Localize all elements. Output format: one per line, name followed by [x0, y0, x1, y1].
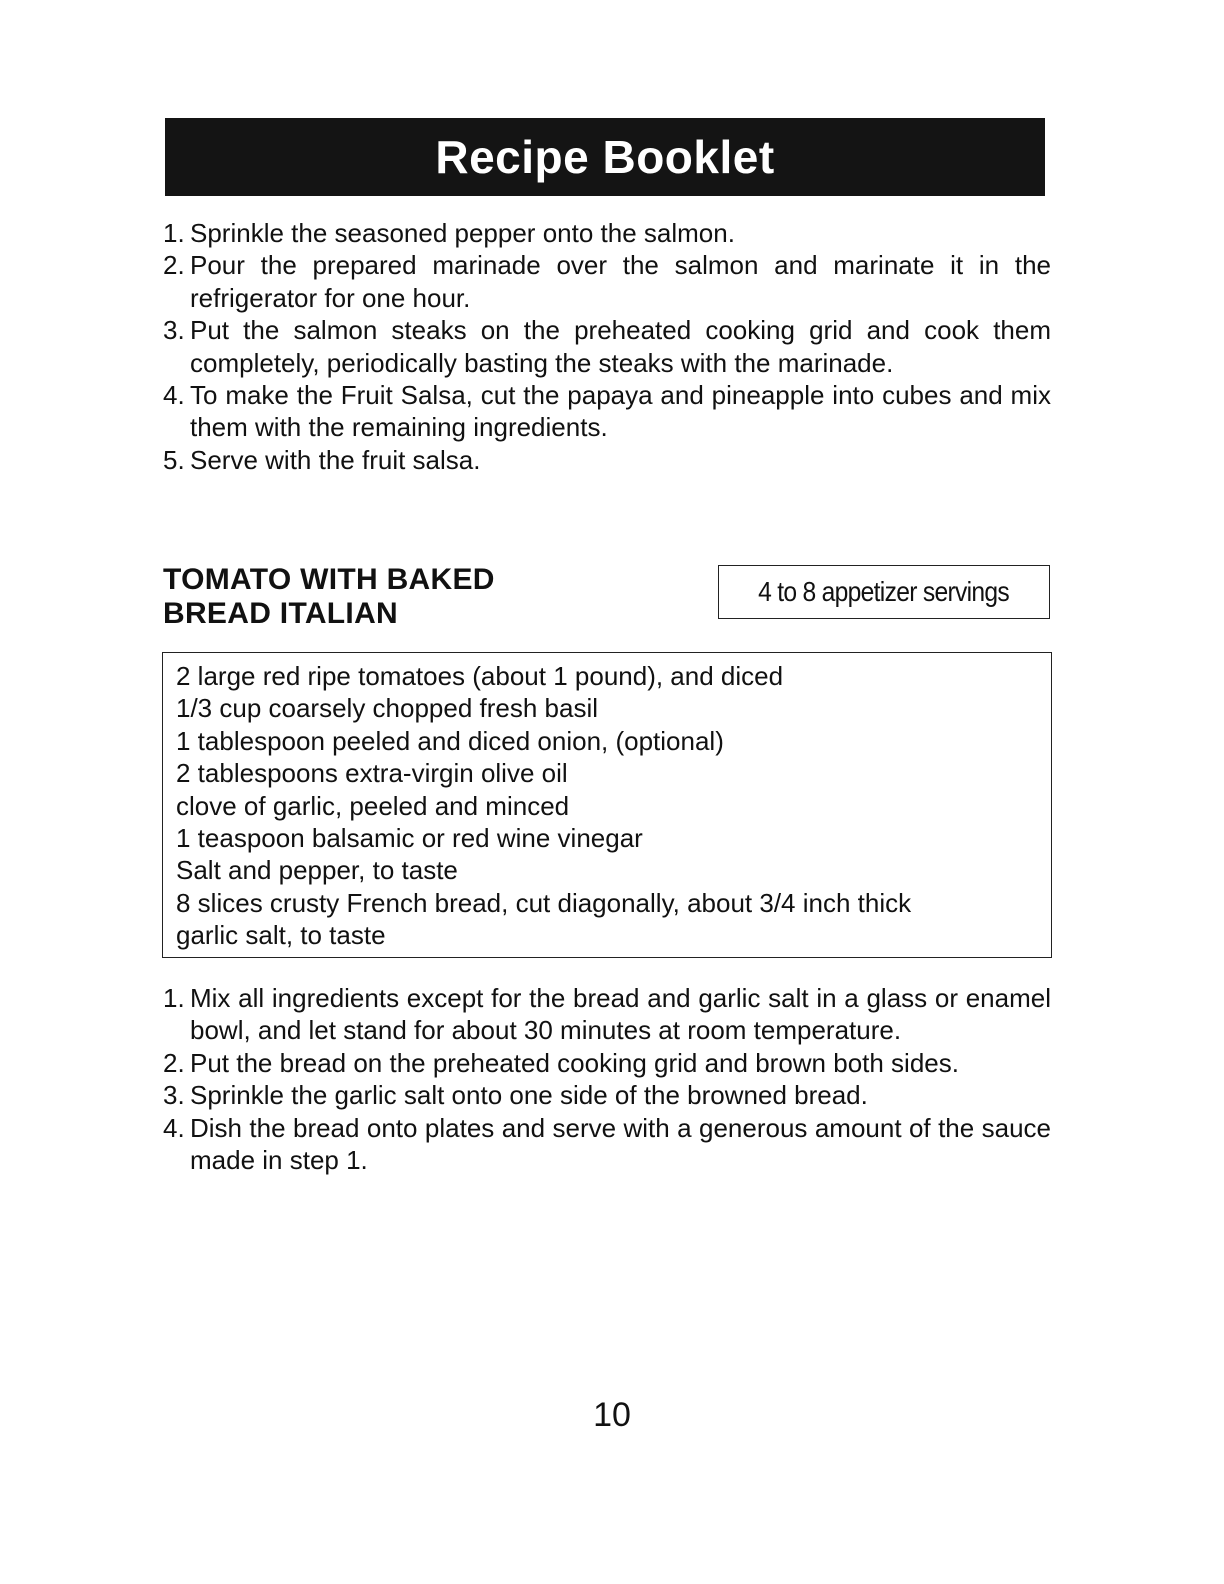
ingredient-item: 1 teaspoon balsamic or red wine vinegar [176, 823, 643, 854]
recipe-title-line-2: BREAD ITALIAN [163, 597, 398, 630]
step-text: Sprinkle the garlic salt onto one side of the browned bread. [190, 1080, 868, 1111]
ingredient-item: 2 large red ripe tomatoes (about 1 pound), and diced [176, 661, 784, 691]
ingredient-item: 1 tablespoon peeled and diced onion, (optional) [176, 725, 724, 756]
recipe-title-line-1: TOMATO WITH BAKED [163, 563, 495, 596]
page-number: 10 [593, 1396, 631, 1434]
step-number: 1. [163, 218, 185, 248]
step-item [163, 1047, 1051, 1079]
step-number: 1. [163, 983, 185, 1013]
page-title: Recipe Booklet [435, 131, 775, 183]
step-number: 4. [163, 1112, 185, 1143]
servings-text: 4 to 8 appetizer servings [758, 576, 1010, 607]
step-item [163, 444, 1051, 476]
ingredients-box [162, 652, 1052, 958]
step-number: 5. [163, 444, 185, 475]
step-text: Dish the bread onto plates and serve with a generous amount of the sauce made in step 1. [190, 1112, 1051, 1176]
step-number: 3. [163, 315, 185, 346]
step-number: 2. [163, 250, 185, 281]
step-text: Mix all ingredients except for the bread and garlic salt in a glass or enamel bowl, and let stand for about 30 minutes at room temperature. [190, 983, 1051, 1046]
recipe-title [163, 563, 495, 631]
step-item [163, 1112, 1051, 1177]
ingredient-item: 8 slices crusty French bread, cut diagonally, about 3/4 inch thick [176, 887, 912, 918]
ingredient-item: garlic salt, to taste [176, 920, 386, 951]
step-item [163, 249, 1051, 314]
step-number: 3. [163, 1080, 185, 1111]
step-text: Put the salmon steaks on the preheated cooking grid and cook them completely, periodically basting the steaks with the marinade. [190, 315, 1051, 378]
step-number: 2. [163, 1047, 185, 1078]
step-text: Serve with the fruit salsa. [190, 444, 481, 475]
step-text: Put the bread on the preheated cooking grid and brown both sides. [190, 1047, 959, 1078]
step-item [163, 379, 1051, 444]
step-number: 4. [163, 380, 185, 411]
ingredient-item: 2 tablespoons extra-virgin olive oil [176, 758, 568, 789]
ingredients-list [176, 660, 1051, 952]
ingredient-item: clove of garlic, peeled and minced [176, 790, 570, 821]
step-text: To make the Fruit Salsa, cut the papaya and pineapple into cubes and mix them with the remaining ingredients. [190, 380, 1051, 443]
previous-recipe-steps [163, 217, 1051, 476]
servings-badge [718, 565, 1050, 619]
header-banner [165, 118, 1045, 196]
recipe-steps [163, 982, 1051, 1176]
step-item [163, 217, 1051, 249]
ingredient-item: 1/3 cup coarsely chopped fresh basil [176, 693, 599, 724]
ingredient-item: Salt and pepper, to taste [176, 855, 458, 886]
step-text: Pour the prepared marinade over the salmon and marinate it in the refrigerator for one hour. [190, 250, 1051, 313]
step-item [163, 314, 1051, 379]
step-item [163, 1079, 1051, 1111]
step-text: Sprinkle the seasoned pepper onto the salmon. [190, 218, 735, 248]
step-item [163, 982, 1051, 1047]
